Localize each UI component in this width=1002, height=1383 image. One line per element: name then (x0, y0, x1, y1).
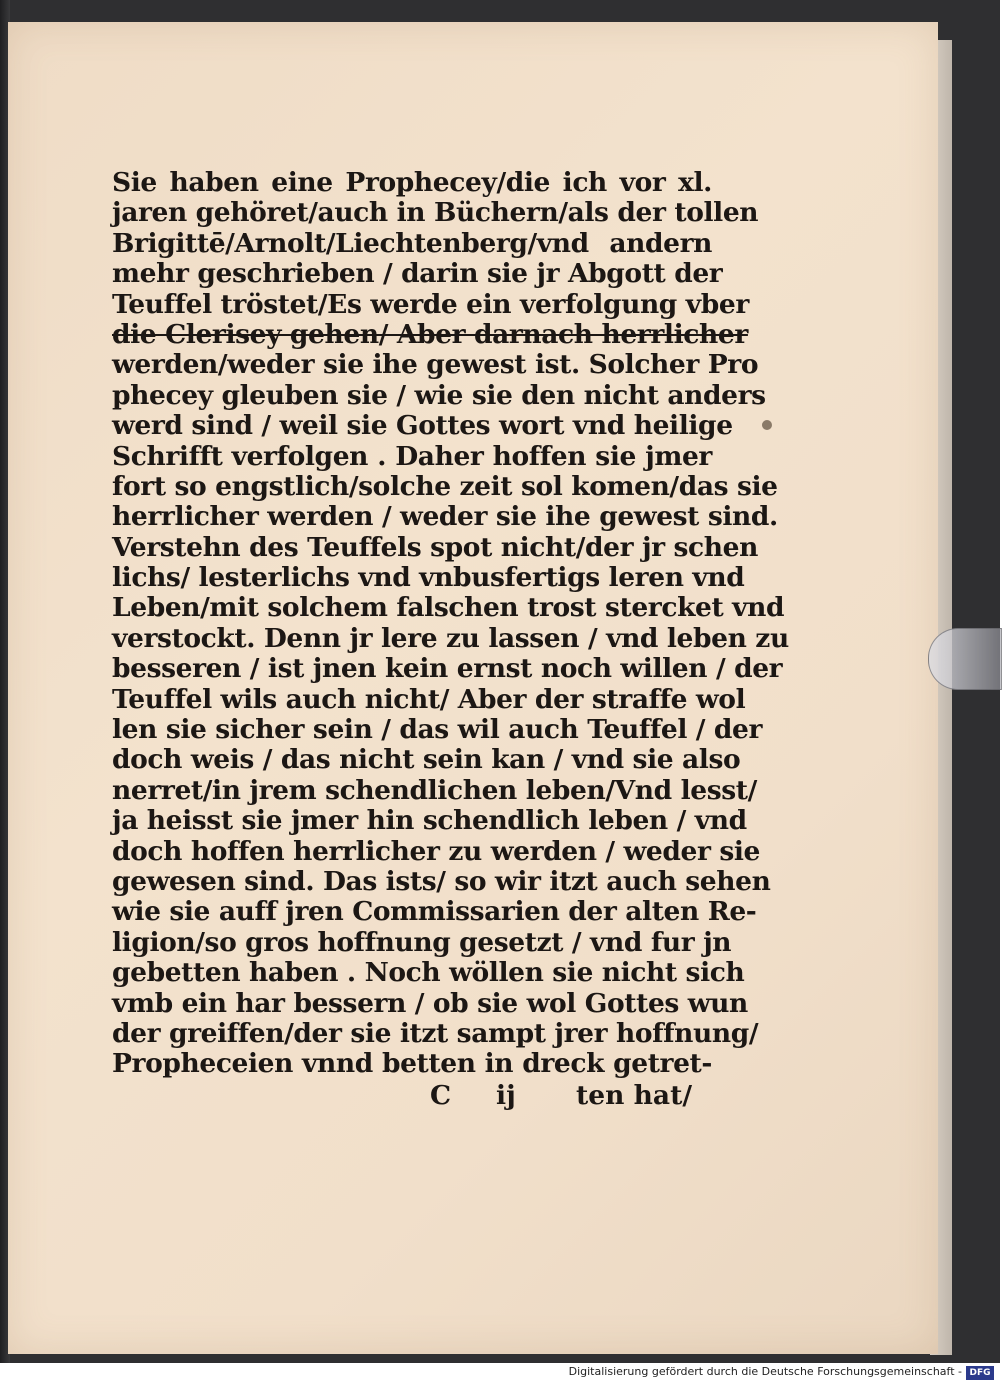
text-line-content: wie sie auff jren Commissarien der alten Re- (112, 896, 757, 928)
text-line-content: Verstehn des Teuffels spot nicht/der jr schen (112, 531, 758, 563)
text-line (112, 531, 758, 563)
text-line (112, 683, 746, 715)
text-line (112, 442, 712, 472)
text-line-content: werden/weder sie ihe gewest ist. Solcher Pro (112, 349, 759, 381)
text-line-content: herrlicher werden / weder sie ihe gewest sind. (112, 501, 778, 533)
text-line (112, 592, 785, 624)
page-text (112, 167, 789, 1080)
text-line-content: die Clerisey gehen/ Aber darnach herrlicher (112, 318, 748, 350)
credit-text: Digitalisierung gefördert durch die Deutsche Forschungsgemeinschaft - (568, 1365, 962, 1378)
text-line-content: nerret/in jrem schendlichen leben/Vnd lesst/ (112, 774, 757, 806)
text-line-content: gewesen sind. Das ists/ so wir itzt auch sehen (112, 865, 771, 897)
dfg-logo: DFG (966, 1366, 994, 1380)
text-line-content: fort so engstlich/solche zeit sol komen/das sie (112, 470, 778, 502)
text-line-content: Leben/mit solchem falschen trost stercket vnd (112, 592, 785, 624)
text-line-content: phecey gleuben sie / wie sie den nicht anders (112, 379, 766, 411)
text-line (112, 197, 759, 229)
text-line-content: gebetten haben . Noch wöllen sie nicht sich (112, 957, 745, 989)
text-line (112, 1049, 712, 1079)
text-line-content: werd sind / weil sie Gottes wort vnd heilige (112, 410, 733, 442)
text-line (112, 744, 741, 776)
text-line (112, 653, 783, 685)
text-line-content: besseren / ist jnen kein ernst noch willen / der (112, 653, 783, 685)
text-line-content: ligion/so gros hoffnung gesetzt / vnd fur jn (112, 926, 732, 958)
text-line-content: doch weis / das nicht sein kan / vnd sie also (112, 744, 741, 776)
text-line (112, 926, 732, 958)
credit-bar (0, 1363, 1000, 1383)
text-line (112, 957, 745, 989)
text-line-content: Schrifft verfolgen . Daher hoffen sie jmer (112, 440, 712, 472)
text-line (112, 470, 778, 502)
signature-mark: C (430, 1080, 452, 1111)
text-line-content: vmb ein har bessern / ob sie wol Gottes wun (112, 987, 748, 1019)
text-line-content: len sie sicher sein / das wil auch Teuffel / der (112, 714, 763, 746)
text-line (112, 229, 712, 259)
text-line (112, 805, 747, 837)
text-line (112, 168, 712, 198)
text-line-content: Brigittē/Arnolt/Liechtenberg/vnd andern (112, 227, 712, 259)
text-line-content: mehr geschrieben / darin sie jr Abgott der (112, 258, 723, 290)
text-line (112, 349, 759, 381)
clip-tab (928, 628, 1002, 690)
text-line (112, 379, 766, 411)
text-line-content: verstockt. Denn jr lere zu lassen / vnd leben zu (112, 622, 789, 654)
text-line-content: lichs/ lesterlichs vnd vnbusfertigs leren vnd (112, 562, 745, 594)
text-line-content: der greiffen/der sie itzt sampt jrer hoffnung/ (112, 1017, 759, 1049)
page-footer (112, 1080, 692, 1114)
text-line-content: Teuffel wils auch nicht/ Aber der straffe wol (112, 683, 746, 715)
paper-spot (762, 420, 772, 430)
text-line (112, 562, 745, 594)
text-line (112, 896, 757, 928)
text-line (112, 1017, 759, 1049)
text-line (112, 835, 761, 867)
text-line-content: Sie haben eine Prophecey/die ich vor xl. (112, 167, 712, 198)
text-line-content: ja heisst sie jmer hin schendlich leben / vnd (112, 805, 747, 837)
text-line (112, 258, 723, 290)
text-line-content: doch hoffen herrlicher zu werden / weder sie (112, 835, 761, 867)
text-line-content: jaren gehöret/auch in Büchern/als der tollen (112, 197, 759, 229)
text-line (112, 714, 763, 746)
catchword: ten hat/ (576, 1080, 692, 1111)
text-line-content: Propheceien vnnd betten in dreck getret- (112, 1048, 712, 1080)
text-line (112, 288, 749, 320)
text-line (112, 865, 771, 897)
text-line (112, 987, 748, 1019)
signature-number: ij (496, 1080, 516, 1111)
text-line (112, 774, 757, 806)
text-line-content: Teuffel tröstet/Es werde ein verfolgung vber (112, 288, 749, 320)
text-line (112, 410, 733, 442)
text-line (112, 622, 789, 654)
text-line (112, 318, 748, 350)
text-line (112, 501, 778, 533)
